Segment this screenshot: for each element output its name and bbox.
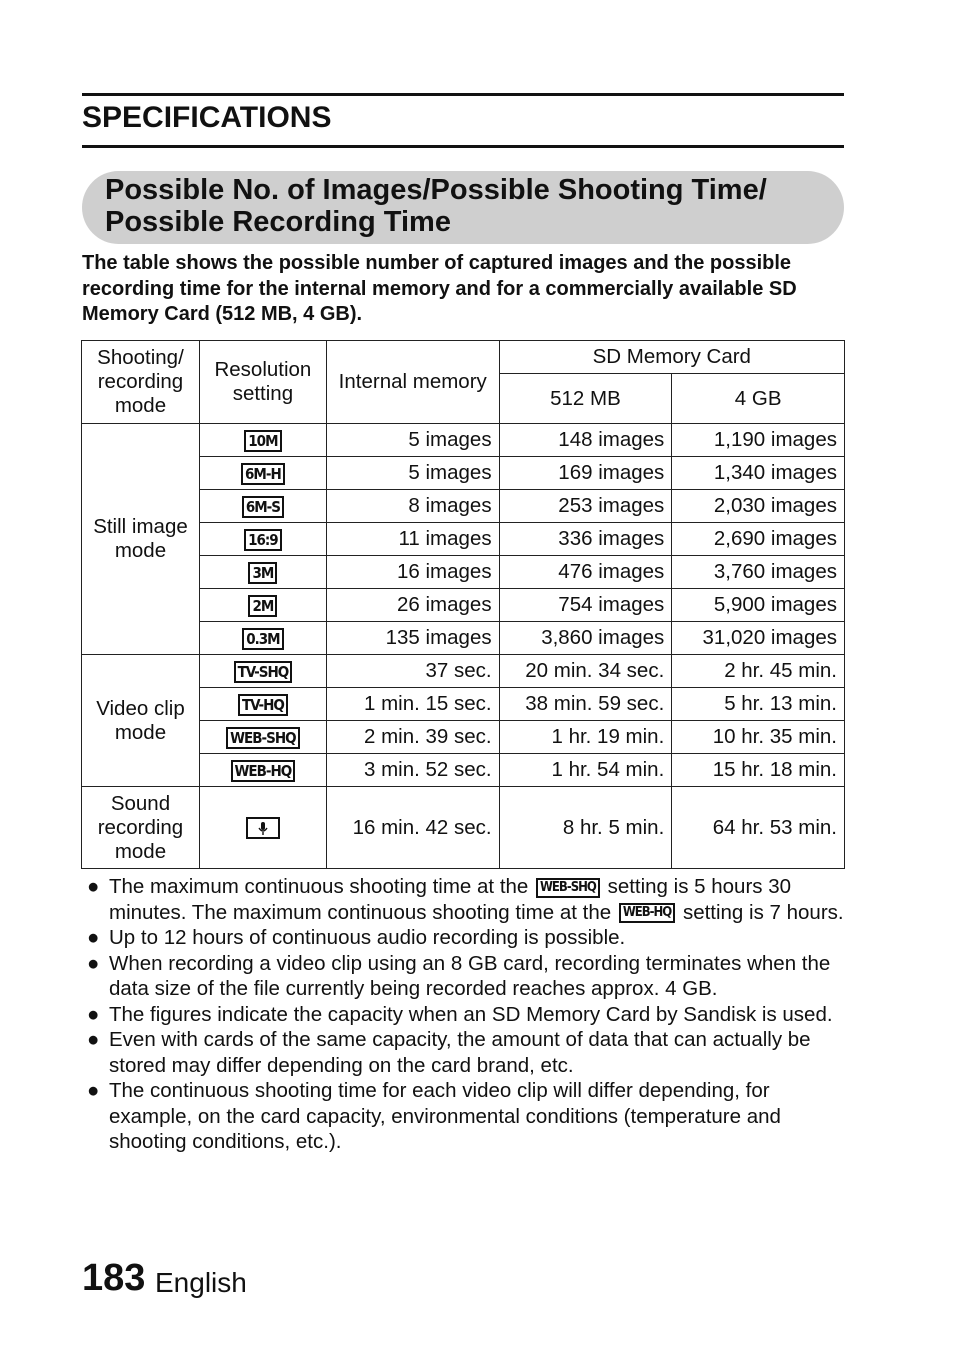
top-rule bbox=[82, 93, 844, 96]
note-4: The figures indicate the capacity when an SD Memory Card by Sandisk is used. bbox=[109, 1002, 833, 1026]
cell-internal: 3 min. 52 sec. bbox=[326, 754, 499, 787]
cell-sd512: 8 hr. 5 min. bbox=[499, 787, 672, 869]
table-row bbox=[82, 655, 845, 688]
note-1c: setting is 7 hours. bbox=[682, 900, 844, 924]
header-mode: Shooting/ recording mode bbox=[82, 341, 200, 424]
group-sound: Sound recording mode bbox=[82, 787, 200, 869]
title-underline bbox=[82, 145, 844, 148]
cell-internal: 11 images bbox=[326, 523, 499, 556]
table-header-row bbox=[82, 341, 845, 374]
language-label: English bbox=[155, 1267, 247, 1298]
resolution-0-3m-icon: 0.3M bbox=[242, 628, 283, 650]
video-web-hq-icon: WEB-HQ bbox=[619, 903, 675, 923]
capacity-table bbox=[81, 340, 845, 869]
table-row bbox=[82, 424, 845, 457]
subtitle-banner bbox=[82, 171, 844, 244]
cell-sd4: 31,020 images bbox=[672, 622, 845, 655]
cell-sd512: 3,860 images bbox=[499, 622, 672, 655]
cell-internal: 1 min. 15 sec. bbox=[326, 688, 499, 721]
resolution-16-9-icon: 16:9 bbox=[244, 529, 282, 551]
cell-sd4: 2,690 images bbox=[672, 523, 845, 556]
resolution-6m-s-icon: 6M-S bbox=[242, 496, 284, 518]
video-tv-shq-icon: TV-SHQ bbox=[234, 661, 293, 683]
cell-internal: 16 images bbox=[326, 556, 499, 589]
microphone-icon bbox=[246, 817, 280, 839]
resolution-3m-icon: 3M bbox=[248, 562, 277, 584]
header-sd-4gb: 4 GB bbox=[672, 374, 845, 424]
cell-sd4: 15 hr. 18 min. bbox=[672, 754, 845, 787]
cell-internal: 2 min. 39 sec. bbox=[326, 721, 499, 754]
cell-internal: 37 sec. bbox=[326, 655, 499, 688]
intro-paragraph: The table shows the possible number of captured images and the possible recording time for the internal memory and for a commercially available SD Memory Card (512 MB, 4 GB). bbox=[82, 252, 797, 325]
list-item: ● Up to 12 hours of continuous audio recording is possible. bbox=[87, 926, 626, 949]
cell-internal: 16 min. 42 sec. bbox=[326, 787, 499, 869]
cell-internal: 5 images bbox=[326, 424, 499, 457]
list-item: ● The figures indicate the capacity when an SD Memory Card by Sandisk is used. bbox=[87, 1002, 833, 1026]
cell-sd512: 476 images bbox=[499, 556, 672, 589]
list-item: ● Even with cards of the same capacity, the amount of data that can actually be stored may differ depending on the card brand, etc. bbox=[87, 1028, 811, 1077]
video-web-shq-icon: WEB-SHQ bbox=[226, 727, 299, 749]
header-internal: Internal memory bbox=[326, 341, 499, 424]
cell-sd512: 253 images bbox=[499, 490, 672, 523]
video-web-hq-icon: WEB-HQ bbox=[231, 760, 296, 782]
cell-internal: 135 images bbox=[326, 622, 499, 655]
header-sd-512: 512 MB bbox=[499, 374, 672, 424]
cell-sd4: 1,340 images bbox=[672, 457, 845, 490]
cell-internal: 26 images bbox=[326, 589, 499, 622]
notes-list bbox=[87, 874, 847, 1155]
cell-internal: 5 images bbox=[326, 457, 499, 490]
cell-sd512: 148 images bbox=[499, 424, 672, 457]
cell-sd512: 336 images bbox=[499, 523, 672, 556]
resolution-10m-icon: 10M bbox=[244, 430, 281, 452]
cell-sd512: 169 images bbox=[499, 457, 672, 490]
cell-internal: 8 images bbox=[326, 490, 499, 523]
cell-sd4: 5,900 images bbox=[672, 589, 845, 622]
section-title: SPECIFICATIONS bbox=[82, 101, 332, 134]
subtitle-line-1: Possible No. of Images/Possible Shooting Time/ bbox=[105, 174, 767, 206]
cell-sd512: 38 min. 59 sec. bbox=[499, 688, 672, 721]
cell-sd4: 5 hr. 13 min. bbox=[672, 688, 845, 721]
cell-sd512: 754 images bbox=[499, 589, 672, 622]
cell-sd4: 10 hr. 35 min. bbox=[672, 721, 845, 754]
page-number: 183 bbox=[82, 1257, 146, 1299]
cell-sd4: 2 hr. 45 min. bbox=[672, 655, 845, 688]
header-sd-card: SD Memory Card bbox=[499, 341, 844, 374]
group-still: Still image mode bbox=[82, 424, 200, 655]
resolution-2m-icon: 2M bbox=[248, 595, 277, 617]
video-web-shq-icon: WEB-SHQ bbox=[536, 878, 600, 898]
table-row bbox=[82, 787, 845, 869]
note-1b: setting is 5 hours 30 minutes. The maximum continuous shooting time at the bbox=[109, 875, 792, 924]
note-2: Up to 12 hours of continuous audio recording is possible. bbox=[109, 926, 626, 949]
cell-sd4: 1,190 images bbox=[672, 424, 845, 457]
group-video: Video clip mode bbox=[82, 655, 200, 787]
list-item: ● When recording a video clip using an 8 GB card, recording terminates when the data size of the file currently being recorded reaches approx. 4 GB. bbox=[87, 951, 831, 1000]
list-item: ● The continuous shooting time for each video clip will differ depending, for example, on the card capacity, environmental conditions (temperature and shooting conditions, etc.). bbox=[87, 1079, 781, 1153]
cell-sd4: 64 hr. 53 min. bbox=[672, 787, 845, 869]
note-1a: The maximum continuous shooting time at the bbox=[109, 875, 529, 898]
header-resolution: Resolution setting bbox=[199, 341, 326, 424]
note-3: When recording a video clip using an 8 GB card, recording terminates when the data size of the file currently being recorded reaches approx. 4 GB. bbox=[109, 951, 831, 1000]
note-5: Even with cards of the same capacity, the amount of data that can actually be stored may differ depending on the card brand, etc. bbox=[109, 1028, 811, 1077]
cell-sd4: 3,760 images bbox=[672, 556, 845, 589]
cell-sd4: 2,030 images bbox=[672, 490, 845, 523]
video-tv-hq-icon: TV-HQ bbox=[238, 694, 288, 716]
cell-sd512: 1 hr. 54 min. bbox=[499, 754, 672, 787]
cell-sd512: 20 min. 34 sec. bbox=[499, 655, 672, 688]
cell-sd512: 1 hr. 19 min. bbox=[499, 721, 672, 754]
note-6: The continuous shooting time for each video clip will differ depending, for example, on the card capacity, environmental conditions (temperature and shooting conditions, etc.). bbox=[109, 1079, 781, 1153]
subtitle-line-2: Possible Recording Time bbox=[105, 206, 451, 238]
list-item: ● The maximum continuous shooting time at the WEB-SHQ setting is 5 hours 30 minutes. The maximum continuous shooting time at the WEB-HQ setting is 7 hours. bbox=[87, 875, 844, 924]
resolution-6m-h-icon: 6M-H bbox=[241, 463, 285, 485]
